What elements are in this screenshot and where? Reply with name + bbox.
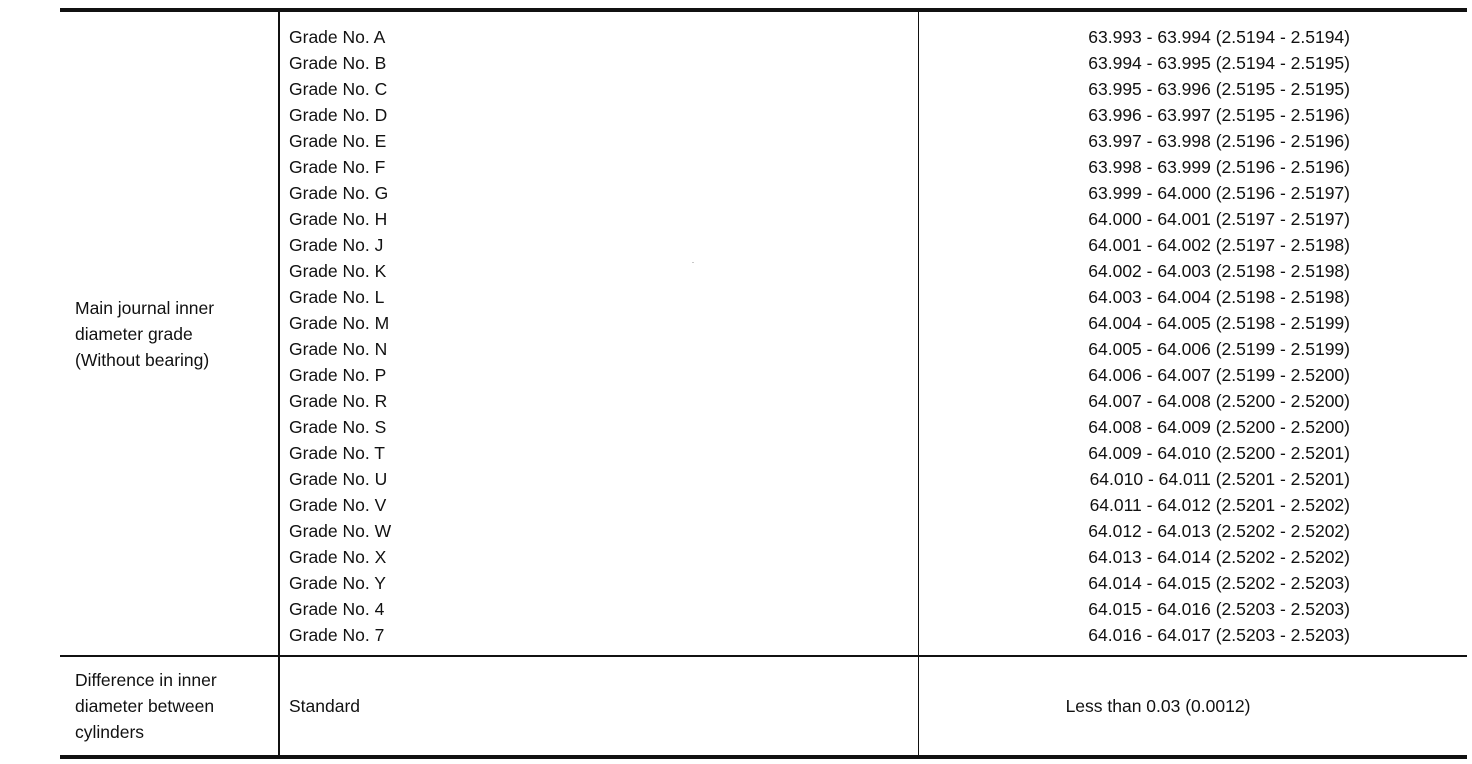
diameter-difference-section (60, 655, 1467, 755)
value-cell: 64.004 - 64.005 (2.5198 - 2.5199) (1088, 313, 1350, 333)
grade-cell: Grade No. U (289, 469, 388, 489)
grade-column (280, 657, 919, 755)
grade-cell: Grade No. T (289, 443, 385, 463)
grade-column (280, 12, 919, 655)
grade-cell: Grade No. B (289, 53, 387, 73)
value-cell: 64.005 - 64.006 (2.5199 - 2.5199) (1088, 339, 1350, 359)
grade-cell: Grade No. J (289, 235, 384, 255)
value-cell: 64.006 - 64.007 (2.5199 - 2.5200) (1088, 365, 1350, 385)
value-cell: 64.015 - 64.016 (2.5203 - 2.5203) (1088, 599, 1350, 619)
value-cell: 64.014 - 64.015 (2.5202 - 2.5203) (1088, 573, 1350, 593)
main-journal-label-line: Main journal inner (75, 297, 215, 318)
main-journal-label (60, 12, 280, 655)
value-cell: 63.999 - 64.000 (2.5196 - 2.5197) (1088, 183, 1350, 203)
standard-grade: Standard (289, 695, 361, 716)
value-cell: 64.002 - 64.003 (2.5198 - 2.5198) (1088, 261, 1350, 281)
value-cell: 63.993 - 63.994 (2.5194 - 2.5194) (1088, 27, 1350, 47)
grade-cell: Grade No. N (289, 339, 388, 359)
grade-cell: Grade No. X (289, 547, 387, 567)
grade-cell: Grade No. E (289, 131, 387, 151)
value-cell: 64.007 - 64.008 (2.5200 - 2.5200) (1088, 391, 1350, 411)
diameter-difference-label-line: diameter between (75, 696, 215, 716)
value-cell: 64.016 - 64.017 (2.5203 - 2.5203) (1088, 625, 1350, 645)
value-cell: 63.996 - 63.997 (2.5195 - 2.5196) (1088, 105, 1350, 125)
main-journal-label-line: (Without bearing) (75, 349, 210, 370)
grade-cell: Grade No. W (289, 521, 392, 541)
value-cell: 64.001 - 64.002 (2.5197 - 2.5198) (1088, 235, 1350, 255)
diameter-difference-label (60, 657, 280, 755)
diameter-difference-label-line: Difference in inner (75, 670, 217, 690)
spec-table (60, 8, 1467, 759)
grade-cell: Grade No. L (289, 287, 385, 307)
value-cell: 63.994 - 63.995 (2.5194 - 2.5195) (1088, 53, 1350, 73)
grade-cell: Grade No. P (289, 365, 387, 385)
grade-cell: Grade No. V (289, 495, 387, 515)
grade-cell: Grade No. A (289, 27, 386, 47)
value-cell: 63.998 - 63.999 (2.5196 - 2.5196) (1088, 157, 1350, 177)
main-journal-label-line: diameter grade (75, 323, 193, 344)
grade-cell: Grade No. H (289, 209, 388, 229)
grade-cell: Grade No. 4 (289, 599, 385, 619)
value-cell: 64.011 - 64.012 (2.5201 - 2.5202) (1089, 495, 1350, 515)
grade-cell: Grade No. C (289, 79, 388, 99)
grade-cell: Grade No. Y (289, 573, 386, 593)
value-cell: 63.995 - 63.996 (2.5195 - 2.5195) (1088, 79, 1350, 99)
value-cell: 63.997 - 63.998 (2.5196 - 2.5196) (1088, 131, 1350, 151)
main-journal-section (60, 12, 1467, 655)
value-cell: 64.012 - 64.013 (2.5202 - 2.5202) (1088, 521, 1350, 541)
grade-cell: Grade No. M (289, 313, 390, 333)
grade-cell: Grade No. F (289, 157, 386, 177)
value-cell: 64.013 - 64.014 (2.5202 - 2.5202) (1088, 547, 1350, 567)
diameter-difference-label-line: cylinders (75, 722, 145, 742)
value-cell: 64.008 - 64.009 (2.5200 - 2.5200) (1088, 417, 1350, 437)
grade-cell: Grade No. 7 (289, 625, 385, 645)
value-column (919, 657, 1467, 755)
standard-value: Less than 0.03 (0.0012) (1065, 695, 1251, 716)
value-cell: 64.010 - 64.011 (2.5201 - 2.5201) (1089, 469, 1350, 489)
scan-speck (692, 262, 694, 263)
grade-cell: Grade No. R (289, 391, 388, 411)
grade-cell: Grade No. D (289, 105, 388, 125)
value-cell: 64.000 - 64.001 (2.5197 - 2.5197) (1088, 209, 1350, 229)
grade-cell: Grade No. S (289, 417, 387, 437)
grade-cell: Grade No. G (289, 183, 389, 203)
grade-cell: Grade No. K (289, 261, 387, 281)
value-cell: 64.009 - 64.010 (2.5200 - 2.5201) (1088, 443, 1350, 463)
value-column (919, 12, 1467, 655)
value-cell: 64.003 - 64.004 (2.5198 - 2.5198) (1088, 287, 1350, 307)
